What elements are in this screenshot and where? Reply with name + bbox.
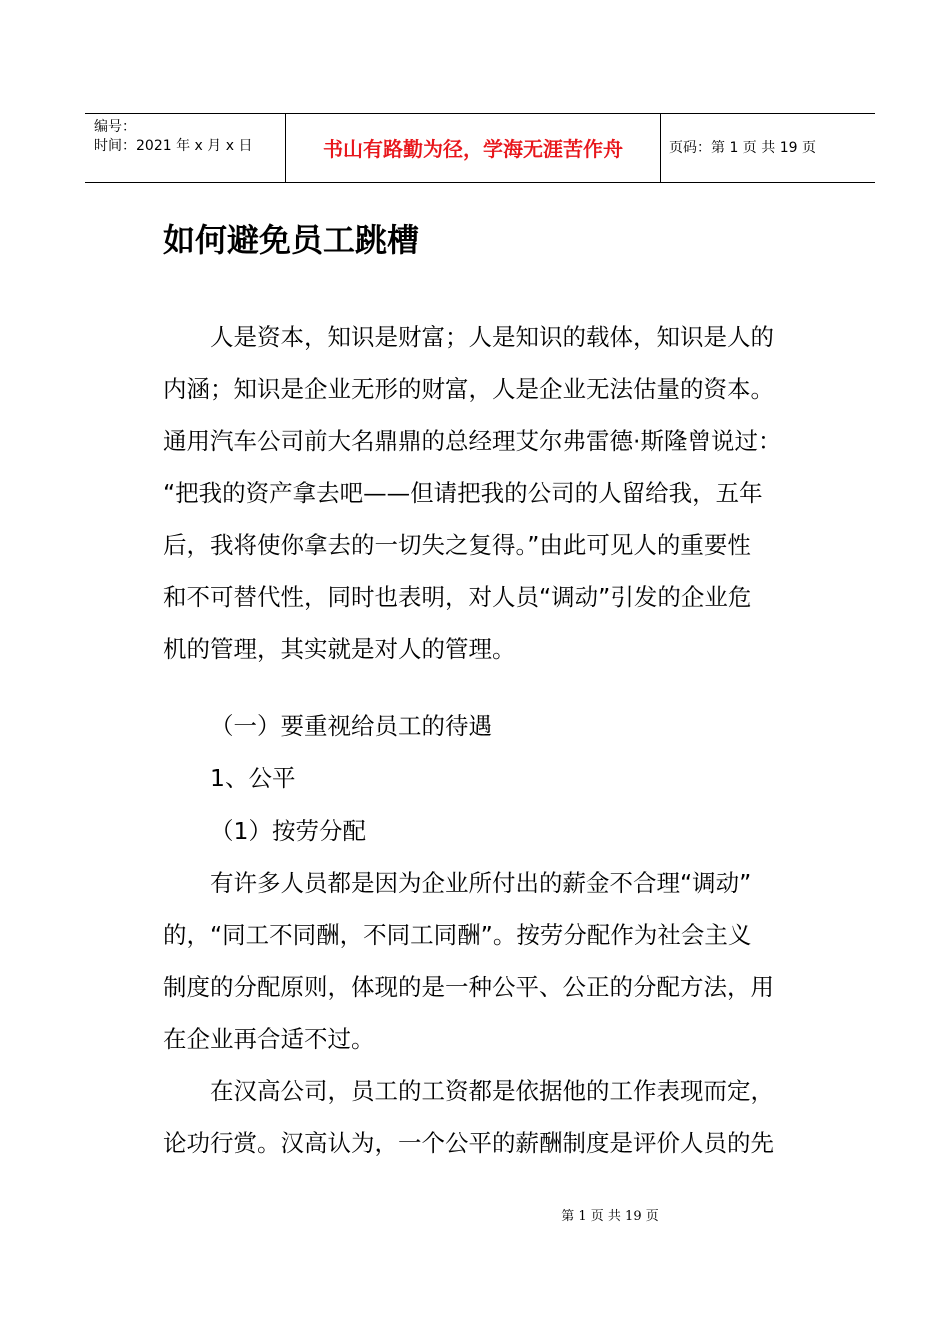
text-line: 机的管理，其实就是对人的管理。 xyxy=(163,635,516,663)
text-line: “把我的资产拿去吧——但请把我的公司的人留给我，五年 xyxy=(163,479,763,507)
subitem-title: （1）按劳分配 xyxy=(210,817,366,845)
text-line: 内涵；知识是企业无形的财富，人是企业无法估量的资本。 xyxy=(163,375,774,403)
paragraph-fair-pay xyxy=(163,857,803,1065)
motto: 书山有路勤为径，学海无涯苦作舟 xyxy=(323,137,623,161)
text-line: 人是资本，知识是财富；人是知识的载体，知识是人的 xyxy=(210,323,774,351)
header-page-cell xyxy=(660,114,875,182)
text-line: 制度的分配原则，体现的是一种公平、公正的分配方法，用 xyxy=(163,973,774,1001)
text-line: 有许多人员都是因为企业所付出的薪金不合理“调动” xyxy=(210,869,752,897)
paragraph-henkel xyxy=(163,1065,803,1169)
text-line: 和不可替代性，同时也表明，对人员“调动”引发的企业危 xyxy=(163,583,752,611)
text-line: 通用汽车公司前大名鼎鼎的总经理艾尔弗雷德·斯隆曾说过： xyxy=(163,427,782,455)
text-line: 的，“同工不同酬，不同工同酬”。按劳分配作为社会主义 xyxy=(163,921,752,949)
page-info: 页码：第 1 页 共 19 页 xyxy=(669,140,816,156)
header-motto-cell xyxy=(285,114,661,182)
text-line: 在企业再合适不过。 xyxy=(163,1025,375,1053)
page-footer: 第 1 页 共 19 页 xyxy=(561,1209,659,1224)
text-line: 后，我将使你拿去的一切失之复得。”由此可见人的重要性 xyxy=(163,531,751,559)
item-heading xyxy=(163,752,803,804)
page-header xyxy=(85,113,875,183)
time-label: 时间：2021 年 x 月 x 日 xyxy=(94,138,253,154)
section-heading xyxy=(163,700,803,752)
text-line: 在汉高公司，员工的工资都是依据他的工作表现而定， xyxy=(210,1077,774,1105)
number-label: 编号： xyxy=(94,119,136,135)
item-title: 1、公平 xyxy=(210,764,296,792)
text-line: 论功行赏。汉高认为，一个公平的薪酬制度是评价人员的先 xyxy=(163,1129,774,1157)
paragraph-intro xyxy=(163,311,803,675)
section-title: （一）要重视给员工的待遇 xyxy=(210,712,492,740)
subitem-heading xyxy=(163,805,803,857)
document-title: 如何避免员工跳槽 xyxy=(163,221,420,259)
header-meta-cell xyxy=(85,114,285,182)
